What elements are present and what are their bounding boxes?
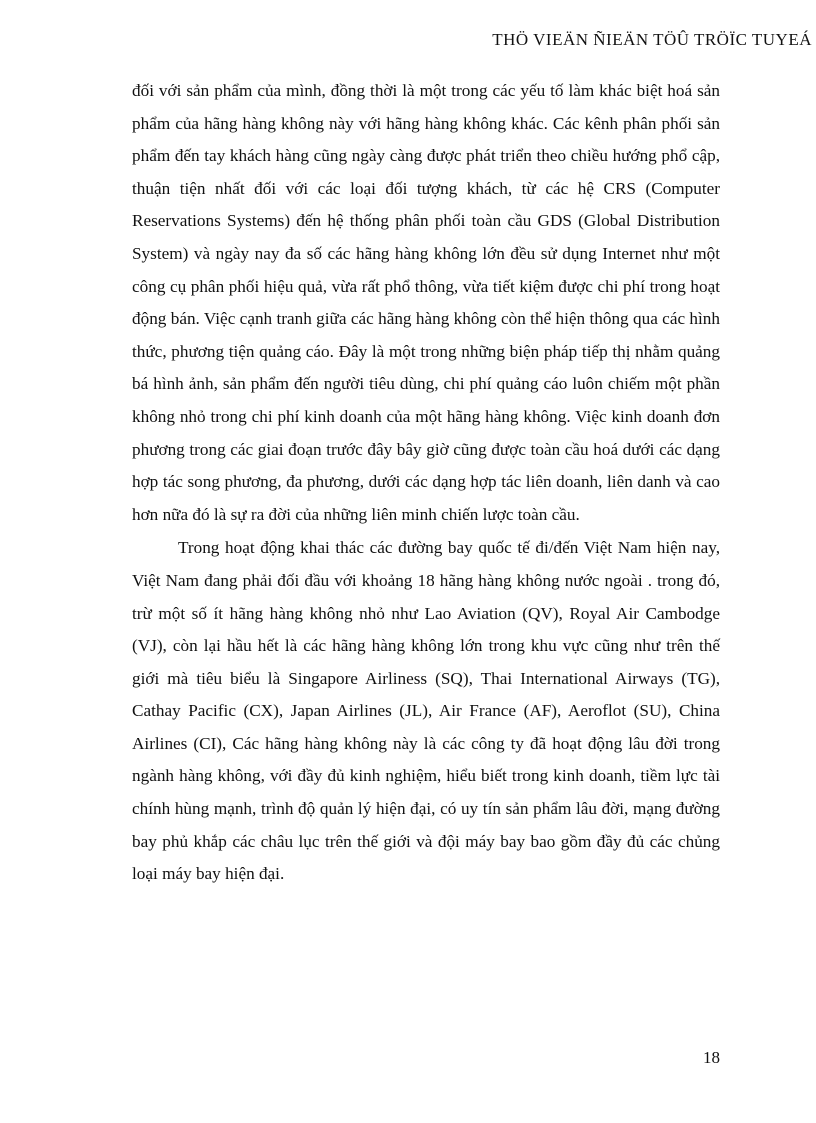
- document-body: [132, 75, 720, 891]
- paragraph-continuation: đối với sản phẩm của mình, đồng thời là một trong các yếu tố làm khác biệt hoá sản phẩm của hãng hàng không này với hãng hàng không khác. Các kênh phân phối sản phẩm đến tay khách hàng cũng ngày càng được phát triển theo chiều hướng phổ cập, thuận tiện nhất đối với các loại đối tượng khách, từ các hệ CRS (Computer Reservations Systems) đến hệ thống phân phối toàn cầu GDS (Global Distribution System) và ngày nay đa số các hãng hàng không lớn đều sử dụng Internet như một công cụ phân phối hiệu quả, vừa rất phổ thông, vừa tiết kiệm được chi phí trong hoạt động bán. Việc cạnh tranh giữa các hãng hàng không còn thể hiện thông qua các hình thức, phương tiện quảng cáo. Đây là một trong những biện pháp tiếp thị nhằm quảng bá hình ảnh, sản phẩm đến người tiêu dùng, chi phí quảng cáo luôn chiếm một phần không nhỏ trong chi phí kinh doanh của một hãng hàng không. Việc kinh doanh đơn phương trong các giai đoạn trước đây bây giờ cũng được toàn cầu hoá dưới các dạng hợp tác song phương, đa phương, dưới các dạng hợp tác liên doanh, liên danh và cao hơn nữa đó là sự ra đời của những liên minh chiến lược toàn cầu.: [132, 81, 720, 524]
- page-number: 18: [703, 1048, 720, 1067]
- paragraph-competition: Trong hoạt động khai thác các đường bay quốc tế đi/đến Việt Nam hiện nay, Việt Nam đang phải đối đầu với khoảng 18 hãng hàng không nước ngoài . trong đó, trừ một số ít hãng hàng không nhỏ như Lao Aviation (QV), Royal Air Cambodge (VJ), còn lại hầu hết là các hãng hàng không lớn trong khu vực cũng như trên thế giới mà tiêu biểu là Singapore Airliness (SQ), Thai International Airways (TG), Cathay Pacific (CX), Japan Airlines (JL), Air France (AF), Aeroflot (SU), China Airlines (CI), Các hãng hàng không này là các công ty đã hoạt động lâu đời trong ngành hàng không, với đầy đủ kinh nghiệm, hiểu biết trong kinh doanh, tiềm lực tài chính hùng mạnh, trình độ quản lý hiện đại, có uy tín sản phẩm lâu đời, mạng đường bay phủ khắp các châu lục trên thế giới và đội máy bay bao gồm đầy đủ các chủng loại máy bay hiện đại.: [132, 538, 720, 884]
- page-header: THÖ VIEÄN ÑIEÄN TÖÛ TRÖÏC TUYEÁ: [492, 30, 812, 49]
